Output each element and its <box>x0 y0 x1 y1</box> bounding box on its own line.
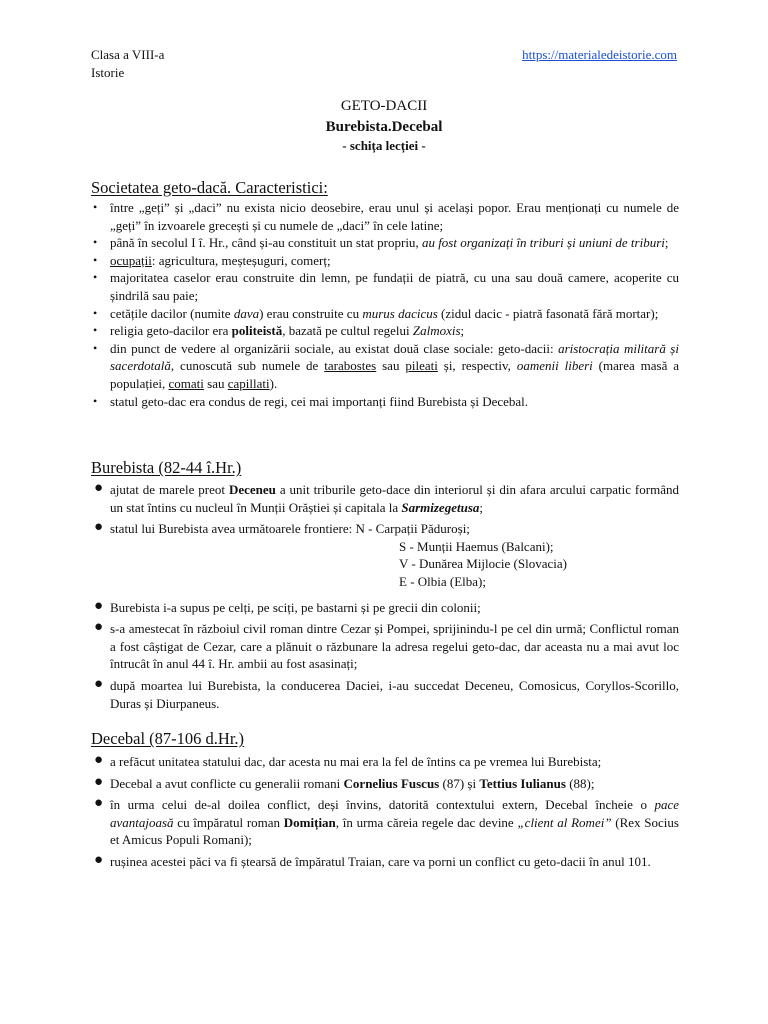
bullet-icon: • <box>93 235 98 250</box>
list-item: • majoritatea caselor erau construite din lemn, pe fundații de piatră, cu una sau două camere, acoperite cu șindrilă sau paie; <box>93 270 679 303</box>
header-left <box>91 46 164 82</box>
bullet-icon: ● <box>94 480 104 496</box>
list-item: ● Burebista i-a supus pe celți, pe sciți, pe bastarni și pe grecii din colonii; <box>94 597 481 615</box>
document-subtitle: Burebista.Decebal <box>325 119 443 135</box>
bullet-icon: • <box>93 305 98 320</box>
list-item: • cetățile dacilor (numite dava) erau construite cu murus dacicus (zidul dacic - piatră fasonată fără mortar); <box>93 305 659 321</box>
bullet-icon: ● <box>94 675 104 692</box>
bullet-icon: ● <box>94 519 104 536</box>
bullet-icon: ● <box>94 773 104 790</box>
bullet-icon: • <box>93 323 98 338</box>
list-item: ● rușinea acestei păci va fi ștearsă de împăratul Traian, care va porni un conflict cu geto-dacii în anul 101. <box>94 851 651 869</box>
list-item: ● după moartea lui Burebista, la conducerea Daciei, i-au succedat Deceneu, Comosicus, Coryllos-Scorillo, Duras și Diurpaneus. <box>94 675 679 711</box>
bullet-icon: ● <box>94 851 104 868</box>
list-item: ● Decebal a avut conflicte cu generalii romani Cornelius Fuscus (87) și Tettius Iulianus (88); <box>94 773 595 791</box>
subject-label: Istorie <box>91 65 125 80</box>
list-item: • până în secolul I î. Hr., când și-au constituit un stat propriu, au fost organizați în triburi și uniuni de triburi; <box>93 235 669 251</box>
list-item: ● ajutat de marele preot Deceneu a unit triburile geto-dace din interiorul și din afara arcului carpatic formând un stat întins cu nucleul în Munții Orăștiei și capitala la Sarmizegetusa; <box>94 480 679 515</box>
bullet-icon: • <box>93 270 98 285</box>
document-title: GETO-DACII <box>340 98 428 114</box>
list-item: ● statul lui Burebista avea următoarele frontiere: N - Carpații Păduroși; S - Munții Haemus (Balcani); V - Dunărea Mijlocie (Slovacia) E - Olbia (Elba); <box>91 520 679 590</box>
lesson-outline-note: - schița lecției - <box>342 138 426 153</box>
bullet-icon: • <box>93 200 98 214</box>
society-list <box>91 199 679 410</box>
list-item: ● în urma celui de-al doilea conflict, deși învins, datorită contextului extern, Decebal încheie o pace avantajoasă cu împăratul roman Domițian, în urma căreia regele dac devine „client al Romei” (Rex Socius et Amicus Populi Romani); <box>94 795 679 848</box>
section-heading-decebal: Decebal (87-106 d.Hr.) <box>91 729 245 748</box>
list-item: • ocupații: agricultura, meșteșuguri, comerț; <box>93 252 331 268</box>
bullet-icon: • <box>93 252 98 267</box>
frontier-east: E - Olbia (Elba); <box>399 573 486 589</box>
burebista-list <box>91 481 679 712</box>
decebal-list <box>91 753 679 871</box>
frontier-south: S - Munții Haemus (Balcani); <box>399 538 554 554</box>
class-label: Clasa a VIII-a <box>91 47 165 62</box>
list-item: ● s-a amestecat în războiul civil roman dintre Cezar și Pompei, sprijinindu-l pe cel din urmă; Conflictul roman a fost câștigat de Cezar, care a plănuit o răzbunare la adresa regelui geto-dac, dar aceasta nu a mai avut loc întrucât în anul 44 î. Hr. ambii au fost asasinați; <box>94 619 679 672</box>
frontier-north: N - Carpații Păduroși; <box>355 521 470 537</box>
website-link[interactable]: https://materialedeistorie.com <box>522 47 677 62</box>
section-heading-burebista: Burebista (82-44 î.Hr.) <box>91 458 242 477</box>
frontier-west: V - Dunărea Mijlocie (Slovacia) <box>399 556 567 572</box>
list-item: • statul geto-dac era condus de regi, cei mai importanți fiind Burebista și Decebal. <box>93 393 529 409</box>
list-item: • religia geto-dacilor era politeistă, bazată pe cultul regelui Zalmoxis; <box>93 323 465 339</box>
bullet-icon: ● <box>94 752 104 768</box>
section-heading-society: Societatea geto-dacă. Caracteristici: <box>91 178 328 197</box>
bullet-icon: • <box>93 393 98 408</box>
bullet-icon: • <box>93 340 98 355</box>
list-item: ● a refăcut unitatea statului dac, dar acesta nu mai era la fel de întins ca pe vremea lui Burebista; <box>94 752 602 769</box>
bullet-icon: ● <box>94 619 104 636</box>
list-item: • din punct de vedere al organizării sociale, au existat două clase sociale: geto-dacii: aristocrația militară și sacerdotală, cunoscută sub numele de tarabostes sau pileati și, respectiv, oamenii liberi (marea masă a populației, comati sau capillati). <box>93 340 680 391</box>
list-item: • între „geți” și „daci” nu exista nicio deosebire, erau unul și același popor. Erau menționați cu numele de „geți” în izvoarele grecești și cu numele de „daci” în cele latine; <box>93 200 679 233</box>
bullet-icon: ● <box>94 795 104 812</box>
bullet-icon: ● <box>94 597 104 614</box>
